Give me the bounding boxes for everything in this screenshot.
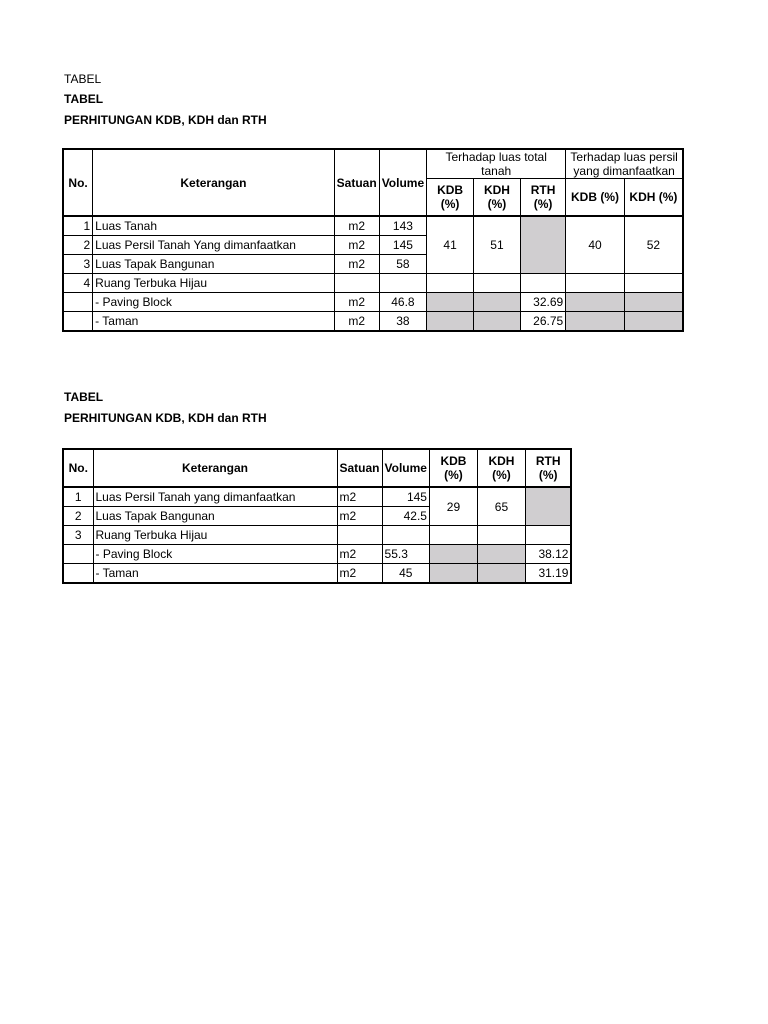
cell-grey [624, 293, 683, 312]
cell-grey [624, 312, 683, 332]
row-rth: 38.12 [525, 545, 571, 564]
cell-empty [474, 274, 521, 293]
row-volume: 38 [379, 312, 426, 332]
row-satuan: m2 [334, 216, 379, 236]
header-kdb: KDB (%) [427, 179, 474, 217]
merged-kdb: 29 [429, 487, 477, 526]
row-keterangan: - Paving Block [93, 545, 337, 564]
header-kdh: KDH (%) [474, 179, 521, 217]
row-satuan: m2 [337, 545, 382, 564]
row-keterangan: Luas Persil Tanah Yang dimanfaatkan [93, 236, 335, 255]
row-volume: 46.8 [379, 293, 426, 312]
header-group-persil: Terhadap luas persil yang dimanfaatkan [566, 149, 683, 179]
row-volume: 42.5 [382, 507, 429, 526]
cell-grey [474, 293, 521, 312]
cell-empty [624, 274, 683, 293]
title-tabel-2: TABEL [64, 390, 104, 404]
header-satuan: Satuan [337, 449, 382, 487]
row-no: 3 [63, 255, 93, 274]
row-volume: 145 [382, 487, 429, 507]
title-perhitungan-2: PERHITUNGAN KDB, KDH dan RTH [64, 411, 267, 425]
cell-grey [566, 312, 625, 332]
row-keterangan: Ruang Terbuka Hijau [93, 526, 337, 545]
cell-grey [566, 293, 625, 312]
header-kdb: KDB (%) [429, 449, 477, 487]
header-volume: Volume [382, 449, 429, 487]
table-row [63, 526, 571, 545]
row-volume: 45 [382, 564, 429, 584]
row-no [63, 545, 93, 564]
table-row [63, 487, 571, 507]
cell-grey [477, 564, 525, 584]
cell-grey [429, 545, 477, 564]
table-row [63, 312, 683, 332]
row-keterangan: Luas Tapak Bangunan [93, 255, 335, 274]
header-no: No. [63, 149, 93, 216]
merged-kdh: 51 [474, 216, 521, 274]
row-keterangan: Ruang Terbuka Hijau [93, 274, 335, 293]
cell-grey [427, 293, 474, 312]
header-kdh2: KDH (%) [624, 179, 683, 217]
table-row [63, 274, 683, 293]
table-row [63, 545, 571, 564]
row-satuan: m2 [337, 507, 382, 526]
header-kdb2: KDB (%) [566, 179, 625, 217]
table-row [63, 216, 683, 236]
row-no: 1 [63, 216, 93, 236]
merged-kdh: 65 [477, 487, 525, 526]
row-satuan: m2 [334, 255, 379, 274]
cell-empty [477, 526, 525, 545]
row-no: 2 [63, 236, 93, 255]
row-volume [382, 526, 429, 545]
table1-container [62, 148, 684, 352]
row-volume: 58 [379, 255, 426, 274]
title-tabel-small: TABEL [64, 72, 102, 86]
header-rth: RTH (%) [525, 449, 571, 487]
cell-empty [427, 274, 474, 293]
header-satuan: Satuan [334, 149, 379, 216]
row-satuan [334, 274, 379, 293]
row-keterangan: Luas Tapak Bangunan [93, 507, 337, 526]
row-volume [379, 274, 426, 293]
table-row [63, 293, 683, 312]
row-satuan: m2 [334, 236, 379, 255]
cell-grey [429, 564, 477, 584]
row-satuan: m2 [334, 293, 379, 312]
merged-kdh2: 52 [624, 216, 683, 274]
row-satuan: m2 [337, 487, 382, 507]
row-volume: 55.3 [382, 545, 429, 564]
row-volume: 145 [379, 236, 426, 255]
header-no: No. [63, 449, 93, 487]
row-no: 2 [63, 507, 93, 526]
merged-rth-empty [520, 216, 565, 274]
row-no [63, 293, 93, 312]
table2 [62, 448, 572, 584]
row-keterangan: - Taman [93, 564, 337, 584]
row-satuan [337, 526, 382, 545]
cell-empty [566, 274, 625, 293]
cell-empty [520, 274, 565, 293]
row-volume: 143 [379, 216, 426, 236]
row-no: 4 [63, 274, 93, 293]
header-rth: RTH (%) [520, 179, 565, 217]
title-perhitungan-1: PERHITUNGAN KDB, KDH dan RTH [64, 113, 267, 127]
row-no [63, 312, 93, 332]
row-satuan: m2 [337, 564, 382, 584]
row-keterangan: - Paving Block [93, 293, 335, 312]
row-no: 1 [63, 487, 93, 507]
header-volume: Volume [379, 149, 426, 216]
row-no: 3 [63, 526, 93, 545]
row-keterangan: Luas Tanah [93, 216, 335, 236]
merged-kdb: 41 [427, 216, 474, 274]
cell-empty [525, 526, 571, 545]
cell-grey [427, 312, 474, 332]
row-no [63, 564, 93, 584]
row-rth: 32.69 [520, 293, 565, 312]
cell-grey [474, 312, 521, 332]
row-rth: 26.75 [520, 312, 565, 332]
header-keterangan: Keterangan [93, 449, 337, 487]
header-group-total: Terhadap luas total tanah [427, 149, 566, 179]
row-rth: 31.19 [525, 564, 571, 584]
row-keterangan: Luas Persil Tanah yang dimanfaatkan [93, 487, 337, 507]
title-tabel-1: TABEL [64, 92, 104, 106]
row-satuan: m2 [334, 312, 379, 332]
header-kdh: KDH (%) [477, 449, 525, 487]
table1 [62, 148, 684, 332]
merged-rth-empty [525, 487, 571, 526]
header-keterangan: Keterangan [93, 149, 335, 216]
merged-kdb2: 40 [566, 216, 625, 274]
cell-empty [429, 526, 477, 545]
row-keterangan: - Taman [93, 312, 335, 332]
cell-grey [477, 545, 525, 564]
table-row [63, 564, 571, 584]
